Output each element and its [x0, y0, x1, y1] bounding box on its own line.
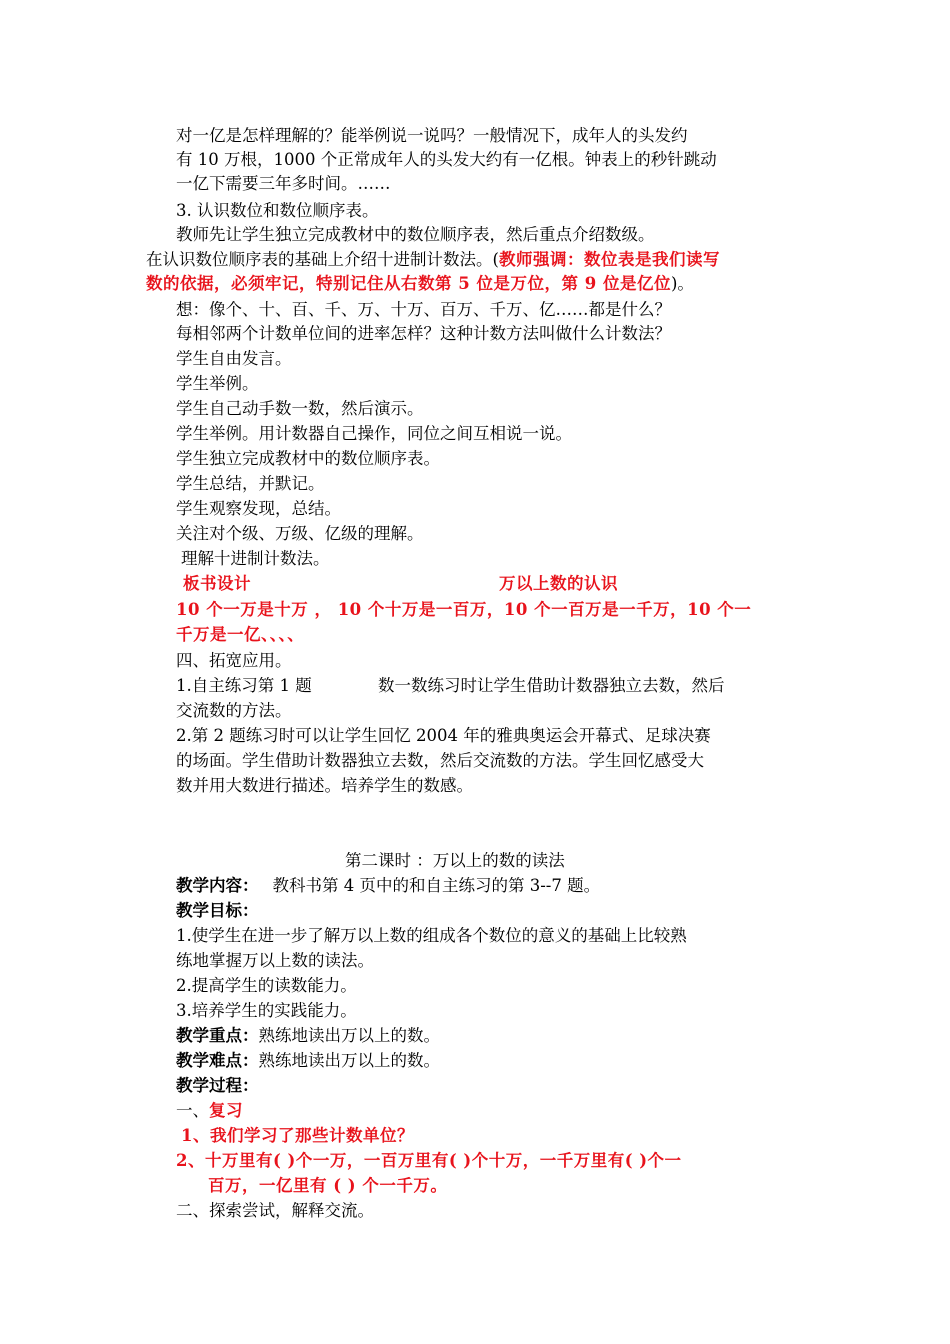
student-line-7: 学生观察发现，总结。 [176, 499, 341, 518]
student-line-5: 学生独立完成教材中的数位顺序表。 [176, 449, 440, 468]
review-label: 复习 [209, 1101, 243, 1120]
exercise-1-text: 数一数练习时让学生借助计数器独立去数，然后 [378, 676, 725, 695]
review-number: 一、 [176, 1101, 209, 1120]
goal-1-line-2: 练地掌握万以上数的读法。 [176, 951, 374, 970]
think-line-2: 每相邻两个计数单位间的进率怎样？这种计数方法叫做什么计数法？ [176, 324, 671, 343]
key-point-row [176, 1024, 440, 1048]
key-point-label: 教学重点： [176, 1026, 259, 1045]
intro-line-1: 对一亿是怎样理解的？能举例说一说吗？一般情况下，成年人的头发约 [176, 126, 688, 145]
student-line-1: 学生自由发言。 [176, 349, 292, 368]
difficulty-text: 熟练地读出万以上的数。 [258, 1051, 440, 1070]
content-label: 教学内容： [176, 876, 259, 895]
exercise-2-line-1: 2.第 2 题练习时可以让学生回忆 2004 年的雅典奥运会开幕式、足球决赛 [176, 726, 711, 745]
content-row [176, 874, 600, 898]
exercise-2-line-2: 的场面。学生借助计数器独立去数，然后交流数的方法。学生回忆感受大 [176, 751, 704, 770]
board-design-title: 万以上数的认识 [499, 574, 618, 593]
review-question-2-line-1: 2、十万里有( )个一万，一百万里有( )个十万，一千万里有( )个一 [176, 1151, 682, 1170]
intro-line-3: 一亿下需要三年多时间。…… [176, 174, 391, 193]
review-question-1: 1、我们学习了那些计数单位？ [181, 1126, 414, 1145]
teacher-line-2 [146, 248, 720, 272]
goal-3: 3.培养学生的实践能力。 [176, 1001, 357, 1020]
think-line-1: 想：像个、十、百、千、万、十万、百万、千万、亿……都是什么？ [176, 300, 671, 319]
review-heading [176, 1099, 243, 1123]
review-question-2-line-2: 百万，一亿里有 ( ) 个一千万。 [208, 1176, 448, 1195]
key-point-text: 熟练地读出万以上的数。 [258, 1026, 440, 1045]
goal-label: 教学目标： [176, 901, 259, 920]
exercise-1-cont: 交流数的方法。 [176, 701, 292, 720]
exercise-1-label: 1.自主练习第 1 题 [176, 676, 312, 695]
intro-line-2: 有 10 万根，1000 个正常成年人的头发大约有一亿根。钟表上的秒针跳动 [176, 150, 717, 169]
difficulty-row [176, 1049, 440, 1073]
teacher-line-2-text: 在认识数位顺序表的基础上介绍十进制计数法。( [146, 250, 499, 269]
student-line-8: 关注对个级、万级、亿级的理解。 [176, 524, 424, 543]
section-2-heading: 二、探索尝试，解释交流。 [176, 1201, 374, 1220]
board-design-label: 板书设计 [183, 574, 251, 593]
student-line-3: 学生自己动手数一数，然后演示。 [176, 399, 424, 418]
lesson-title: 第二课时 ：万以上的数的读法 [345, 851, 565, 870]
goal-1-line-1: 1.使学生在进一步了解万以上数的组成各个数位的意义的基础上比较熟 [176, 926, 687, 945]
teacher-line-3-end: )。 [670, 274, 694, 293]
student-line-6: 学生总结，并默记。 [176, 474, 325, 493]
student-line-9: 理解十进制计数法。 [181, 549, 330, 568]
teacher-line-1: 教师先让学生独立完成教材中的数位顺序表，然后重点介绍数级。 [176, 225, 655, 244]
section-4-heading: 四、拓宽应用。 [176, 651, 292, 670]
student-line-2: 学生举例。 [176, 374, 259, 393]
process-label: 教学过程： [176, 1076, 259, 1095]
teacher-emphasis-2: 数的依据，必须牢记，特别记住从右数第 5 位是万位，第 9 位是亿位 [146, 274, 671, 293]
step-3-heading: 3. 认识数位和数位顺序表。 [176, 201, 379, 220]
exercise-2-line-3: 数并用大数进行描述。培养学生的数感。 [176, 776, 473, 795]
teacher-emphasis-1: 教师强调：数位表是我们读写 [498, 250, 720, 269]
difficulty-label: 教学难点： [176, 1051, 259, 1070]
board-line-2: 千万是一亿、、、、 [176, 625, 305, 644]
board-line-1: 10 个一万是十万 ， 10 个十万是一百万，10 个一百万是一千万，10 个一 [176, 600, 752, 619]
student-line-4: 学生举例。用计数器自己操作，同位之间互相说一说。 [176, 424, 572, 443]
content-text: 教科书第 4 页中的和自主练习的第 3--7 题。 [272, 876, 601, 895]
teacher-line-3 [146, 272, 694, 296]
goal-2: 2.提高学生的读数能力。 [176, 976, 357, 995]
